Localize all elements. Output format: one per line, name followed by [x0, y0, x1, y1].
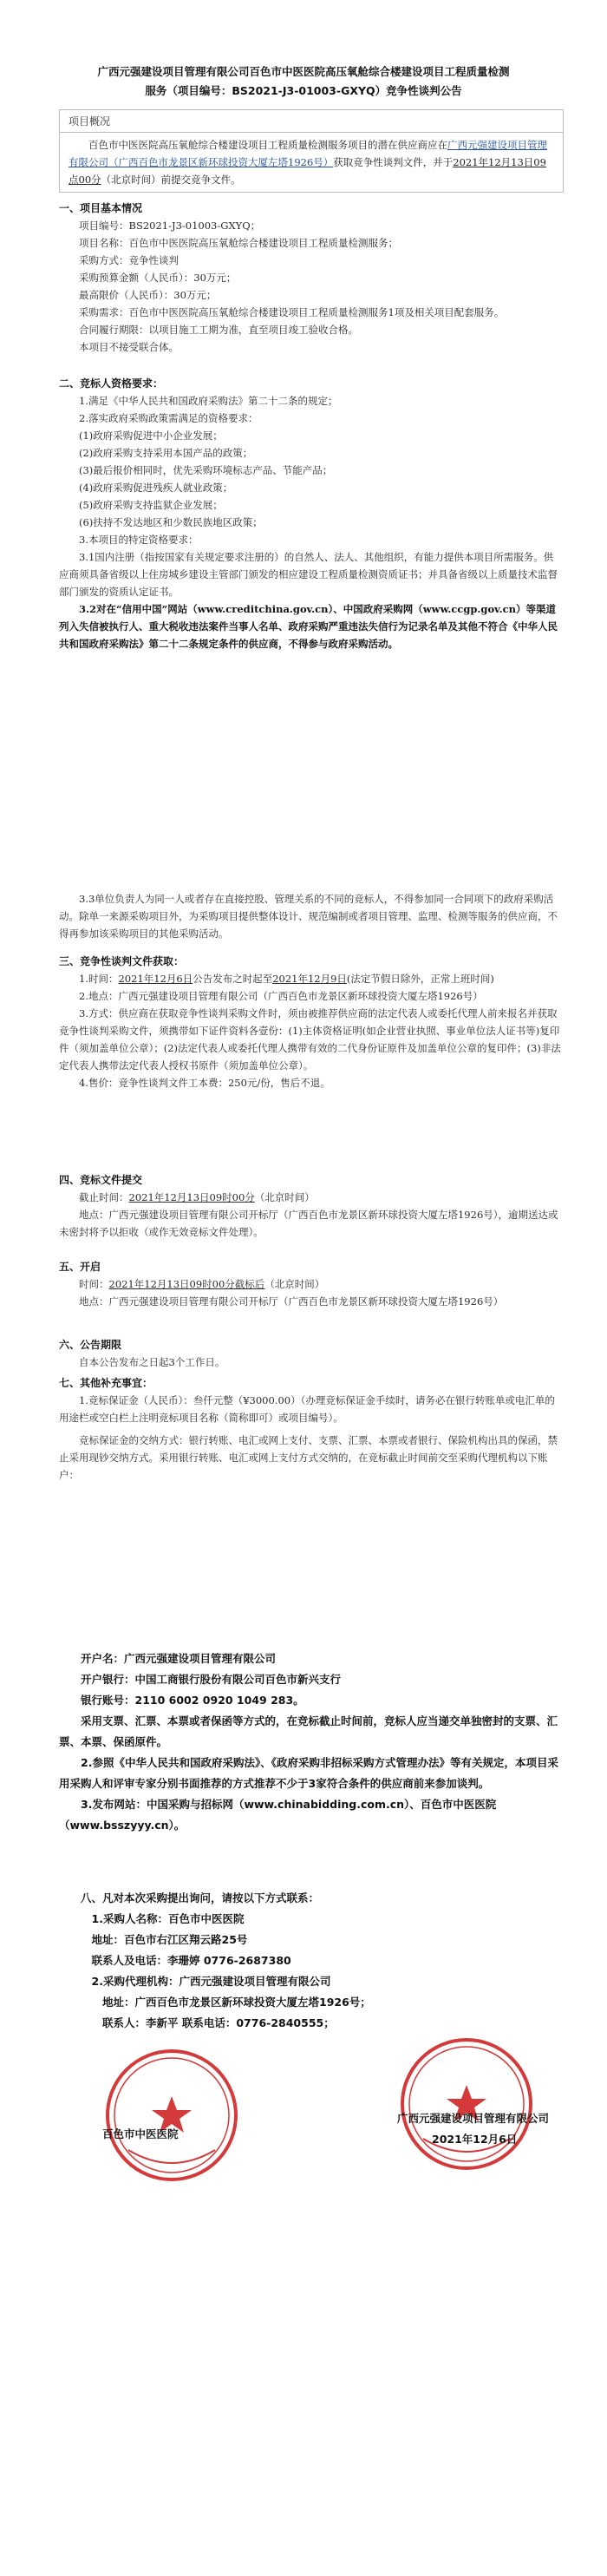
agency-contact: 联系人：李新平 联系电话：0776-2840555； — [102, 2016, 335, 2029]
opening-place: 地点：广西元强建设项目管理有限公司开标厅（广西百色市龙景区新环球投资大厦左塔1926号） — [79, 1295, 504, 1308]
purchaser-name: 1.采购人名称：百色市中医医院 — [91, 1912, 245, 1925]
policy-item: (2)政府采购支持采用本国产品的政策； — [79, 447, 253, 459]
footer-hospital-name: 百色市中医医院 — [102, 2127, 179, 2140]
section-2-heading: 二、竞标人资格要求： — [59, 377, 164, 390]
submission-deadline: 截止时间：2021年12月13日09时00分（北京时间） — [79, 1191, 315, 1203]
agency-address: 地址：广西百色市龙景区新环球投资大厦左塔1926号； — [102, 1996, 371, 2009]
section-3 — [59, 953, 562, 1091]
section-4 — [59, 1171, 562, 1241]
acquisition-method: 3.方式：供应商在获取竞争性谈判采购文件时，须由被推荐供应商的法定代表人或委托代理人前来报名并获取竞争性谈判采购文件，须携带如下证件资料各壹份：(1)主体资格证明(如企业营业执照、事业单位法人证书等)复印件（须加盖单位公章）；(2)法定代表人或委托代理人携带有效的二代身份证原件及加盖单位公章的复印件；(3)非法定代表人携带法定代表人授权书原件（须加盖单位公章）。 — [59, 1007, 561, 1072]
qualification-3-3: 3.3单位负责人为同一人或者存在直接控股、管理关系的不同的竞标人，不得参加同一合同项下的政府采购活动。除单一来源采购项目外，为采购项目提供整体设计、规范编制或者项目管理、监理、检测等服务的供应商，不得再参加该采购项目的其他采购活动。 — [59, 893, 558, 940]
policy-item: (4)政府采购促进残疾人就业政策； — [79, 482, 233, 494]
purchaser-contact: 联系人及电话：李珊婷 0776-2687380 — [91, 1954, 291, 1967]
section-8-heading: 八、凡对本次采购提出询问，请按以下方式联系： — [81, 1891, 320, 1904]
procurement-method: 采购方式：竞争性谈判 — [79, 254, 179, 266]
section-6 — [59, 1336, 562, 1371]
acquisition-place: 2.地点：广西元强建设项目管理有限公司（广西百色市龙景区新环球投资大厦左塔1926号） — [79, 990, 483, 1002]
publish-sites: 3.发布网站：中国采购与招标网（www.chinabidding.com.cn）、百色市中医医院（www.bsszyyy.cn）。 — [59, 1798, 497, 1832]
qualification-3: 3.本项目的特定资格要求： — [79, 534, 199, 546]
deposit-method: 竞标保证金的交纳方式：银行转账、电汇或网上支付、支票、汇票、本票或者银行、保险机构出具的保函，禁止采用现钞交纳方式。采用银行转账、电汇或网上支付方式交纳的，在竞标截止时间前交至采购代理机构以下账户： — [59, 1434, 558, 1481]
section-6-heading: 六、公告期限 — [59, 1339, 122, 1351]
acquisition-time: 1.时间：2021年12月6日公告发布之时起至2021年12月9日(法定节假日除外，正常上班时间) — [79, 973, 494, 985]
announcement-period: 自本公告发布之日起3个工作日。 — [79, 1356, 225, 1368]
contract-period: 合同履行期限：以项目施工工期为准，直至项目竣工验收合格。 — [79, 324, 358, 336]
section-7-heading: 七、其他补充事宜： — [59, 1377, 153, 1389]
opening-time: 时间：2021年12月13日09时00分截标后（北京时间） — [79, 1278, 325, 1290]
project-overview-box — [59, 109, 564, 193]
submission-place: 地点：广西元强建设项目管理有限公司开标厅（广西百色市龙景区新环球投资大厦左塔1926号），逾期送达或未密封将予以拒收（或作无效竞标文件处理）。 — [59, 1209, 558, 1238]
budget: 采购预算金额（人民币）：30万元； — [79, 272, 237, 284]
document-price: 4.售价：竞争性谈判文件工本费：250元/份，售后不退。 — [79, 1077, 330, 1089]
section-4-heading: 四、竞标文件提交 — [59, 1174, 143, 1186]
agency-name: 2.采购代理机构：广西元强建设项目管理有限公司 — [91, 1975, 331, 1988]
account-bank: 开户银行：中国工商银行股份有限公司百色市新兴支行 — [81, 1673, 342, 1686]
policy-item: (3)最后报价相同时，优先采购环境标志产品、节能产品； — [79, 464, 333, 476]
account-note: 采用支票、汇票、本票或者保函等方式的，在竞标截止时间前，竞标人应当递交单独密封的支票、汇票、本票、保函原件。 — [59, 1714, 558, 1748]
overview-body: 百色市中医医院高压氧舱综合楼建设项目工程质量检测服务项目的潜在供应商应在广西元强建设项目管理有限公司（广西百色市龙景区新环球投资大厦左塔1926号）获取竞争性谈判文件，并于2021年12月13日09点00分（北京时间）前提交竞争文件。 — [69, 139, 547, 186]
section-7 — [59, 1374, 562, 1484]
requirements: 采购需求：百色市中医医院高压氧舱综合楼建设项目工程质量检测服务1项及相关项目配套服务。 — [79, 306, 505, 318]
section-3-heading: 三、竞争性谈判文件获取： — [59, 955, 185, 967]
no-consortium: 本项目不接受联合体。 — [79, 341, 179, 353]
hospital-seal-icon — [102, 2046, 241, 2185]
project-number: 项目编号：BS2021-J3-01003-GXYQ； — [79, 220, 261, 232]
footer-date: 2021年12月6日 — [432, 2133, 518, 2146]
title-line-2: 服务（项目编号：BS2021-J3-01003-GXYQ）竞争性谈判公告 — [145, 84, 462, 97]
account-number: 银行账号：2110 6002 0920 1049 283。 — [81, 1694, 304, 1707]
qualification-1: 1.满足《中华人民共和国政府采购法》第二十二条的规定； — [79, 395, 338, 407]
policy-item: (1)政府采购促进中小企业发展； — [79, 429, 223, 442]
qualification-3-2: 3.2对在“信用中国”网站（www.creditchina.gov.cn）、中国政府采购网（www.ccgp.gov.cn）等渠道列入失信被执行人、重大税收违法案件当事人名单、政府采购严重违法失信行为记录名单及其他不符合《中华人民共和国政府采购法》第二十二条规定条件的供应商，不得参与政府采购活动。 — [59, 603, 558, 650]
section-8 — [59, 1888, 562, 2034]
policy-item: (6)扶持不发达地区和少数民族地区政策； — [79, 516, 263, 528]
page-title — [26, 62, 581, 101]
deposit: 1.竞标保证金（人民币）：叁仟元整（¥3000.00）（办理竞标保证金手续时，请务必在银行转账单或电汇单的用途栏或空白栏上注明竞标项目名称（简称即可）或项目编号）。 — [59, 1394, 555, 1424]
qualification-3-1: 3.1国内注册（指按国家有关规定要求注册的）的自然人、法人、其他组织，有能力提供本项目所需服务。供应商须具备省级以上住房城乡建设主管部门颁发的相应建设工程质量检测资质证书；并具备省级以上质量技术监督部门颁发的资质认定证书。 — [59, 551, 558, 598]
account-section — [59, 1649, 562, 1836]
footer-agency-name: 广西元强建设项目管理有限公司 — [397, 2112, 550, 2125]
title-line-1: 广西元强建设项目管理有限公司百色市中医医院高压氧舱综合楼建设项目工程质量检测 — [97, 65, 510, 78]
section-5 — [59, 1258, 562, 1310]
overview-deadline: 2021年12月13日09点00分 — [69, 156, 546, 186]
qualification-2: 2.落实政府采购政策需满足的资格要求： — [79, 412, 258, 424]
section-2 — [59, 375, 562, 652]
max-price: 最高限价（人民币）：30万元； — [79, 289, 217, 301]
purchaser-address: 地址：百色市右江区翔云路25号 — [91, 1933, 248, 1946]
overview-header: 项目概况 — [60, 110, 563, 133]
policy-item: (5)政府采购支持监狱企业发展； — [79, 499, 223, 511]
overview-location-link[interactable]: 广西元强建设项目管理有限公司（广西百色市龙景区新环球投资大厦左塔1926号） — [69, 139, 547, 168]
section-1-heading: 一、项目基本情况 — [59, 202, 143, 214]
recommendation-note: 2.参照《中华人民共和国政府采购法》、《政府采购非招标采购方式管理办法》等有关规定，本项目采用采购人和评审专家分别书面推荐的方式推荐不少于3家符合条件的供应商前来参加谈判。 — [59, 1756, 558, 1790]
section-1 — [59, 200, 562, 356]
agency-seal-icon — [397, 2035, 536, 2173]
project-name: 项目名称：百色市中医医院高压氧舱综合楼建设项目工程质量检测服务； — [79, 237, 398, 249]
account-holder: 开户名：广西元强建设项目管理有限公司 — [81, 1652, 277, 1665]
section-5-heading: 五、开启 — [59, 1261, 101, 1273]
